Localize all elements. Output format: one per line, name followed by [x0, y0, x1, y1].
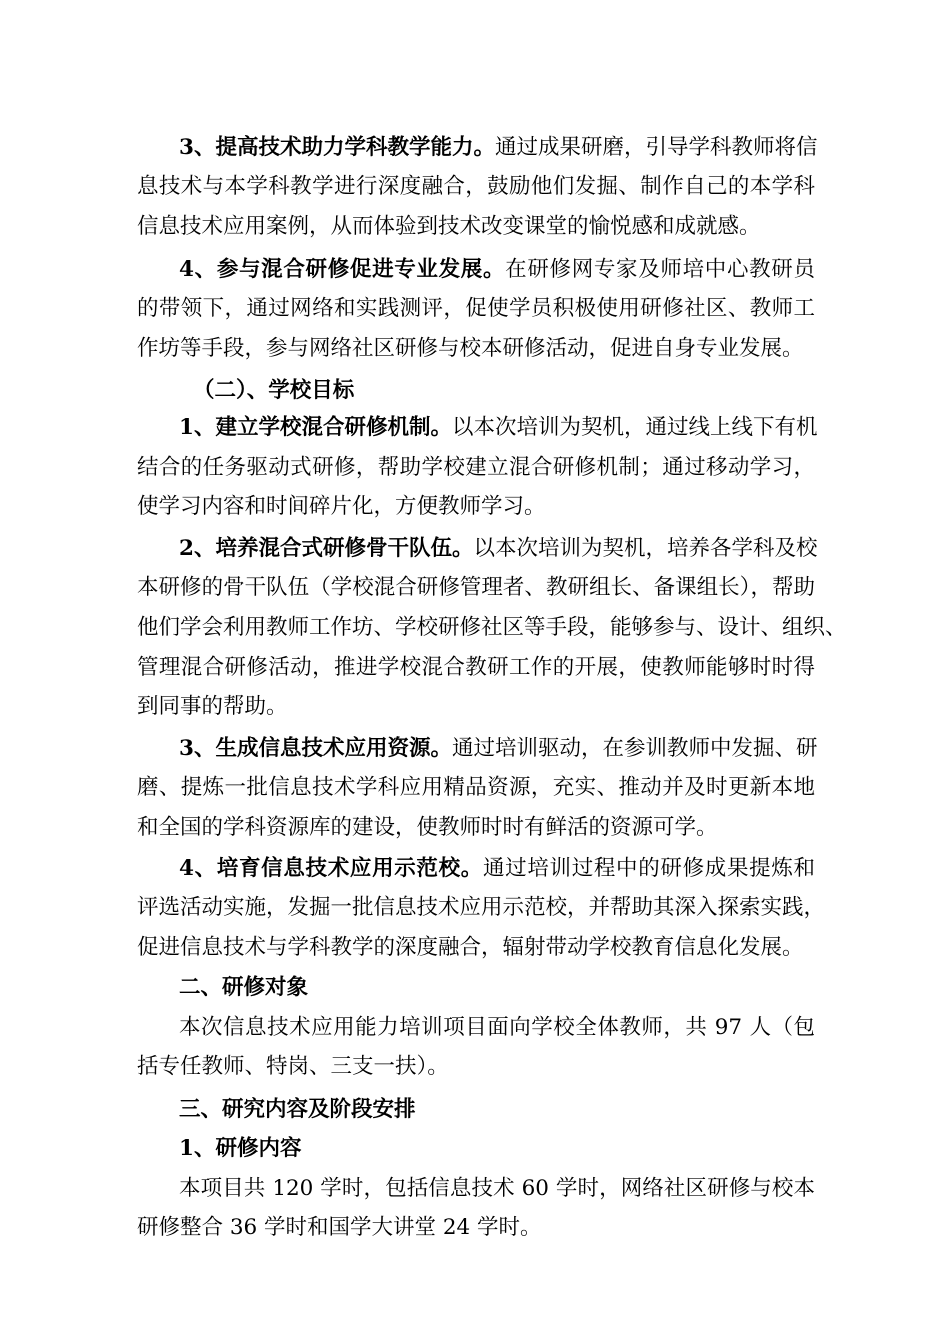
paragraph-line: 评选活动实施，发掘一批信息技术应用示范校，并帮助其深入探索实践， [137, 895, 826, 920]
paragraph-line: 使学习内容和时间碎片化，方便教师学习。 [137, 494, 546, 519]
section-heading: 1、研修内容 [179, 1136, 302, 1161]
bold-lead: 3、生成信息技术应用资源。 [179, 736, 452, 761]
paragraph-line: 1、建立学校混合研修机制。以本次培训为契机，通过线上线下有机 [179, 415, 818, 440]
paragraph-line: 的带领下，通过网络和实践测评，促使学员积极使用研修社区、教师工 [137, 296, 815, 321]
paragraph-line: 到同事的帮助。 [137, 694, 288, 719]
paragraph-line: 和全国的学科资源库的建设，使教师时时有鲜活的资源可学。 [137, 815, 718, 840]
paragraph-line: 2、培养混合式研修骨干队伍。以本次培训为契机，培养各学科及校 [179, 536, 818, 561]
paragraph-line: 他们学会利用教师工作坊、学校研修社区等手段，能够参与、设计、组织、 [137, 615, 847, 640]
bold-lead: 1、建立学校混合研修机制。 [179, 415, 452, 440]
paragraph-line: 括专任教师、特岗、三支一扶）。 [137, 1054, 449, 1079]
paragraph-line: 磨、提炼一批信息技术学科应用精品资源，充实、推动并及时更新本地 [137, 775, 815, 800]
bold-lead: 4、参与混合研修促进专业发展。 [179, 257, 506, 282]
paragraph-line: 研修整合 36 学时和国学大讲堂 24 学时。 [137, 1215, 542, 1240]
paragraph-line: 息技术与本学科教学进行深度融合，鼓励他们发掘、制作自己的本学科 [137, 174, 815, 199]
paragraph-line: 促进信息技术与学科教学的深度融合，辐射带动学校教育信息化发展。 [137, 935, 804, 960]
bold-lead: 2、培养混合式研修骨干队伍。 [179, 536, 474, 561]
section-heading: 二、研修对象 [179, 975, 309, 1000]
section-heading: （二）、学校目标 [193, 378, 355, 403]
paragraph-line: 结合的任务驱动式研修，帮助学校建立混合研修机制；通过移动学习， [137, 455, 815, 480]
bold-lead: 3、提高技术助力学科教学能力。 [179, 135, 495, 160]
paragraph-line: 作坊等手段，参与网络社区研修与校本研修活动，促进自身专业发展。 [137, 336, 804, 361]
bold-lead: 4、培育信息技术应用示范校。 [179, 856, 483, 881]
paragraph-line: 4、培育信息技术应用示范校。通过培训过程中的研修成果提炼和 [179, 856, 815, 881]
paragraph-line: 本研修的骨干队伍（学校混合研修管理者、教研组长、备课组长），帮助 [137, 575, 815, 600]
paragraph-line: 3、提高技术助力学科教学能力。通过成果研磨，引导学科教师将信 [179, 135, 818, 160]
paragraph-line: 本项目共 120 学时，包括信息技术 60 学时，网络社区研修与校本 [179, 1176, 815, 1201]
paragraph-line: 4、参与混合研修促进专业发展。在研修网专家及师培中心教研员 [179, 257, 815, 282]
paragraph-line: 信息技术应用案例，从而体验到技术改变课堂的愉悦感和成就感。 [137, 214, 761, 239]
paragraph-line: 本次信息技术应用能力培训项目面向学校全体教师，共 97 人（包 [179, 1015, 815, 1040]
paragraph-line: 管理混合研修活动，推进学校混合教研工作的开展，使教师能够时时得 [137, 655, 815, 680]
section-heading: 三、研究内容及阶段安排 [179, 1097, 416, 1122]
paragraph-line: 3、生成信息技术应用资源。通过培训驱动，在参训教师中发掘、研 [179, 736, 818, 761]
